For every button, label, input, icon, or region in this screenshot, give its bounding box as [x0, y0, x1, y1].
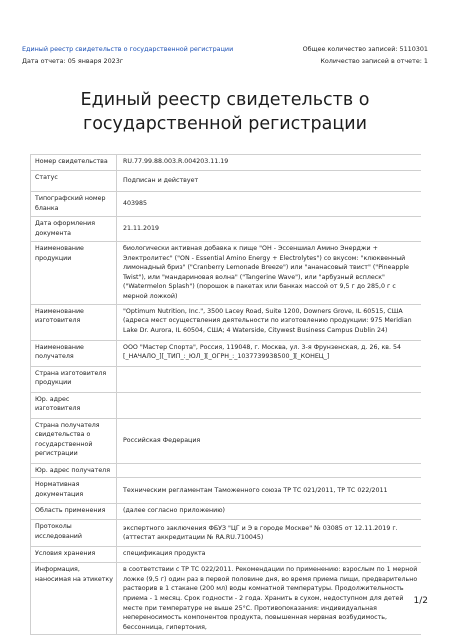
row-key: Дата оформления документа: [31, 217, 117, 242]
row-key: Юр. адрес получателя: [31, 463, 117, 478]
page-number: 1/2: [413, 596, 428, 606]
row-key: Страна получателя свидетельства о государственной регистрации: [31, 418, 117, 463]
row-value: в соответствии с ТР ТС 022/2011. Рекомендации по применению: взрослым по 1 мерной ложке (9,5 г) один раз в первой половине дня, во время приема пищи, предварительно растворив в 1 стакане (200 мл) воды комнатной температуры. Продолжительность приема - 1 месяц. Срок годности - 2 года. Хранить в сухом, недоступном для детей месте при температуре не выше 25°C. Противопоказания: индивидуальная непереносимость компонентов продукта, повышенная нервная возбудимость, бессонница, гипертония,: [117, 563, 422, 635]
row-key: Область применения: [31, 504, 117, 520]
row-key: Статус: [31, 171, 117, 192]
report-header: [22, 43, 428, 67]
row-value: 403985: [117, 192, 422, 217]
row-value: Подписан и действует: [117, 171, 422, 192]
row-value: Техническим регламентам Таможенного союза ТР ТС 021/2011, ТР ТС 022/2011: [117, 478, 422, 504]
row-key: Номер свидетельства: [31, 155, 117, 171]
records-in-report: Количество записей в отчете: 1: [320, 57, 428, 65]
report-date: Дата отчета: 05 января 2023г: [22, 57, 124, 65]
row-value: RU.77.99.88.003.R.004203.11.19: [117, 155, 422, 171]
total-records: Общее количество записей: 5110301: [302, 45, 428, 53]
row-key: Информация, наносимая на этикетку: [31, 563, 117, 635]
registry-table: [30, 154, 421, 635]
row-value: биологически активная добавка к пище "ОН - Эссеншиал Амино Энерджи + Электролитес" ("ON - Essential Amino Energy + Electrolytes") со вкусом: "клюквенный лимонадный бриз" ("Cranberry Lemonade Breeze") или "ананасовый твист" ("Pineapple Twist"), или "мандариновая волна" ("Tangerine Wave"), или "арбузный всплеск" ("Watermelon Splash") (порошок в пакетах или банках массой от 9,5 г до 285,0 г с мерной ложкой): [117, 242, 422, 305]
row-value: ООО "Мастер Спорта", Россия, 119048, г. Москва, ул. 3-я Фрунзенская, д. 26, кв. 54 [_НАЧАЛО_][_ТИП_:_ЮЛ_][_ОГРН_:_1037739938500_][_КОНЕЦ_]: [117, 340, 422, 366]
row-value: 21.11.2019: [117, 217, 422, 242]
row-key: Нормативная документация: [31, 478, 117, 504]
row-key: Условия хранения: [31, 547, 117, 563]
row-key: Наименование изготовителя: [31, 304, 117, 340]
row-key: Страна изготовителя продукции: [31, 366, 117, 392]
row-key: Юр. адрес изготовителя: [31, 392, 117, 418]
page-title: Единый реестр свидетельств о государственной регистрации: [80, 90, 370, 134]
row-value: "Optimum Nutrition, Inc.", 3500 Lacey Road, Suite 1200, Downers Grove, IL 60515, США (адреса мест осуществления деятельности по изготовлению продукции: 975 Meridian Lake Dr. Aurora, IL 60504, США; 4 Waterside, Citywest Business Campus Dublin 24): [117, 304, 422, 340]
row-value: (далее согласно приложению): [117, 504, 422, 520]
row-key: Типографский номер бланка: [31, 192, 117, 217]
row-key: Наименование продукции: [31, 242, 117, 305]
registry-link[interactable]: Единый реестр свидетельств о государственной регистрации: [22, 45, 234, 53]
row-key: Протоколы исследований: [31, 520, 117, 547]
row-value: [117, 463, 422, 478]
row-value: спецификация продукта: [117, 547, 422, 563]
row-value: Российская Федерация: [117, 418, 422, 463]
row-value: [117, 392, 422, 418]
row-key: Наименование получателя: [31, 340, 117, 366]
row-value: экспертного заключения ФБУЗ "ЦГ и Э в городе Москве" № 03085 от 12.11.2019 г. (аттестат аккредитации № RA.RU.710045): [117, 520, 422, 547]
row-value: [117, 366, 422, 392]
